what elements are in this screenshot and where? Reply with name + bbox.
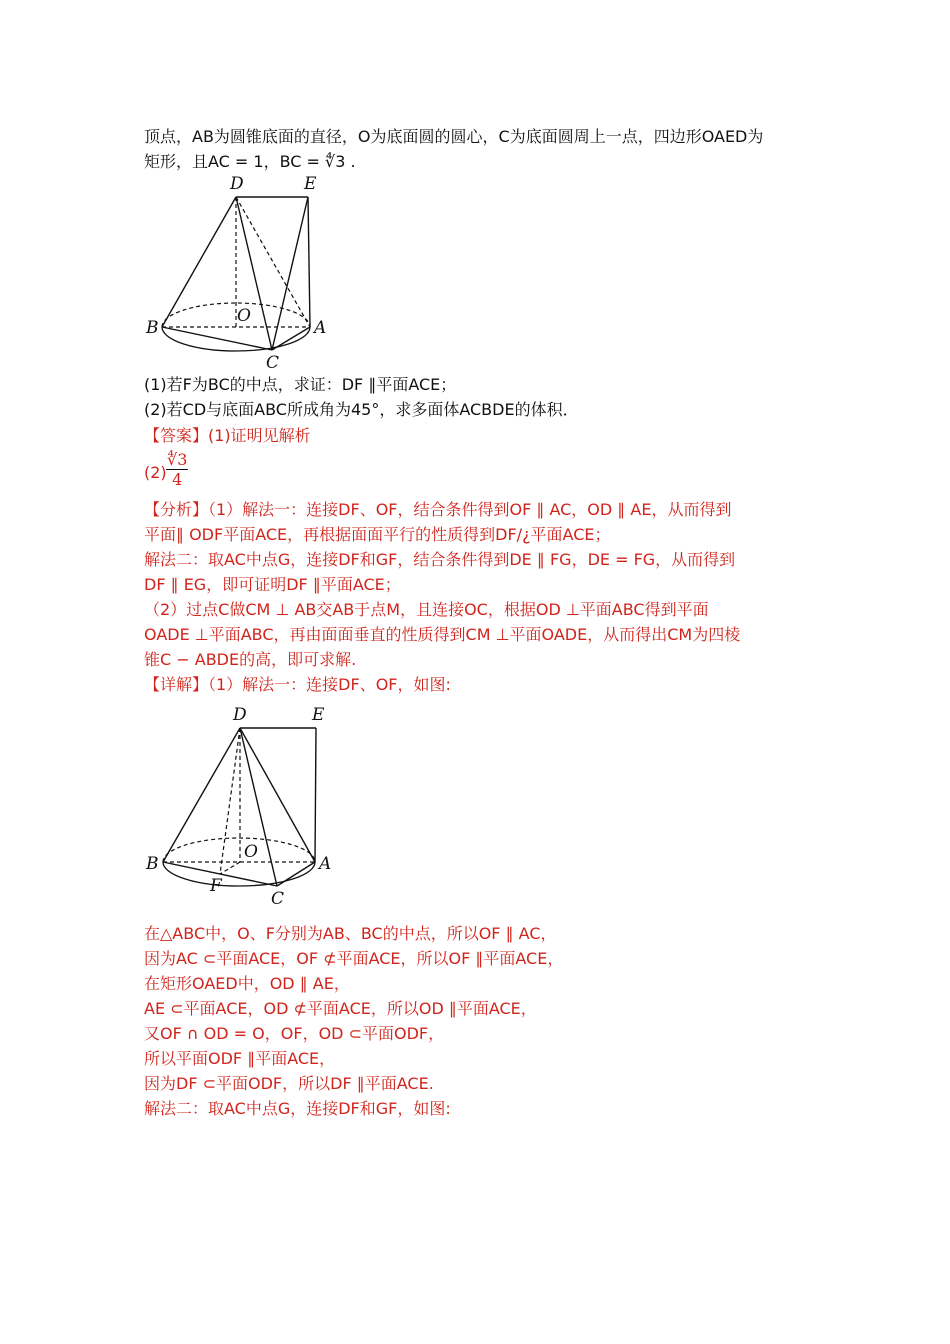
label-a-2: A [319,854,332,874]
text-line-4: (2)若CD与底面ABC所成角为45°，求多面体ACBDE的体积． [144,400,579,419]
analysis-line-2: 平面∥ ODF平面ACE，再根据面面平行的性质得到DF/¿平面ACE； [144,525,611,544]
answer-line: 【答案】(1)证明见解析 [144,426,311,445]
label-e-2: E [312,705,325,725]
label-b: B [146,318,159,338]
detail-line-8: 因为DF ⊂平面ODF，所以DF ∥平面ACE. [144,1074,434,1093]
answer-2-fraction [166,450,188,489]
detail-line-7: 所以平面ODF ∥平面ACE， [144,1049,336,1068]
analysis-line-5: （2）过点C做CM ⊥ AB交AB于点M，且连接OC，根据OD ⊥平面ABC得到平面 [144,600,709,619]
fraction-numerator: ∜3 [167,450,188,469]
label-c-2: C [271,889,285,909]
label-d-2: D [233,705,247,725]
fraction-denominator: 4 [172,470,183,489]
detail-line-6: 又OF ∩ OD = O，OF，OD ⊂平面ODF， [144,1024,445,1043]
label-a: A [314,318,327,338]
detail-line-9: 解法二：取AC中点G，连接DF和GF，如图: [144,1099,451,1118]
text-line-1: 顶点，AB为圆锥底面的直径，O为底面圆的圆心，C为底面圆周上一点，四边形OAED为 [144,127,764,146]
label-b-2: B [146,854,159,874]
cone-figure-2 [140,700,350,910]
detail-line-2: 在△ABC中，O、F分别为AB、BC的中点，所以OF ∥ AC， [144,924,557,943]
text-line-3: (1)若F为BC的中点，求证：DF ∥平面ACE； [144,375,457,394]
analysis-line-6: OADE ⊥平面ABC，再由面面垂直的性质得到CM ⊥平面OADE，从而得出CM为四棱 [144,625,741,644]
detail-line-4: 在矩形OAED中，OD ∥ AE， [144,974,350,993]
detail-line-1: 【详解】（1）解法一：连接DF、OF，如图: [144,675,451,694]
text-line-2: 矩形，且AC = 1，BC = ∜3 . [144,152,356,171]
label-o-2: O [244,842,258,862]
analysis-line-1: 【分析】（1）解法一：连接DF、OF，结合条件得到OF ∥ AC，OD ∥ AE，从而得到 [144,500,732,519]
answer-2-prefix: (2) [144,463,167,482]
label-d: D [230,174,244,194]
label-e: E [304,174,317,194]
detail-line-5: AE ⊂平面ACE，OD ⊄平面ACE，所以OD ∥平面ACE， [144,999,537,1018]
analysis-line-3: 解法二：取AC中点G，连接DF和GF，结合条件得到DE ∥ FG，DE = FG，从而得到 [144,550,736,569]
label-c: C [266,353,280,373]
analysis-line-4: DF ∥ EG，即可证明DF ∥平面ACE； [144,575,401,594]
analysis-line-7: 锥C − ABDE的高，即可求解. [144,650,357,669]
label-f-2: F [210,876,222,896]
cone-figure-1 [140,170,340,373]
label-o: O [237,306,251,326]
detail-line-3: 因为AC ⊂平面ACE，OF ⊄平面ACE，所以OF ∥平面ACE， [144,949,564,968]
